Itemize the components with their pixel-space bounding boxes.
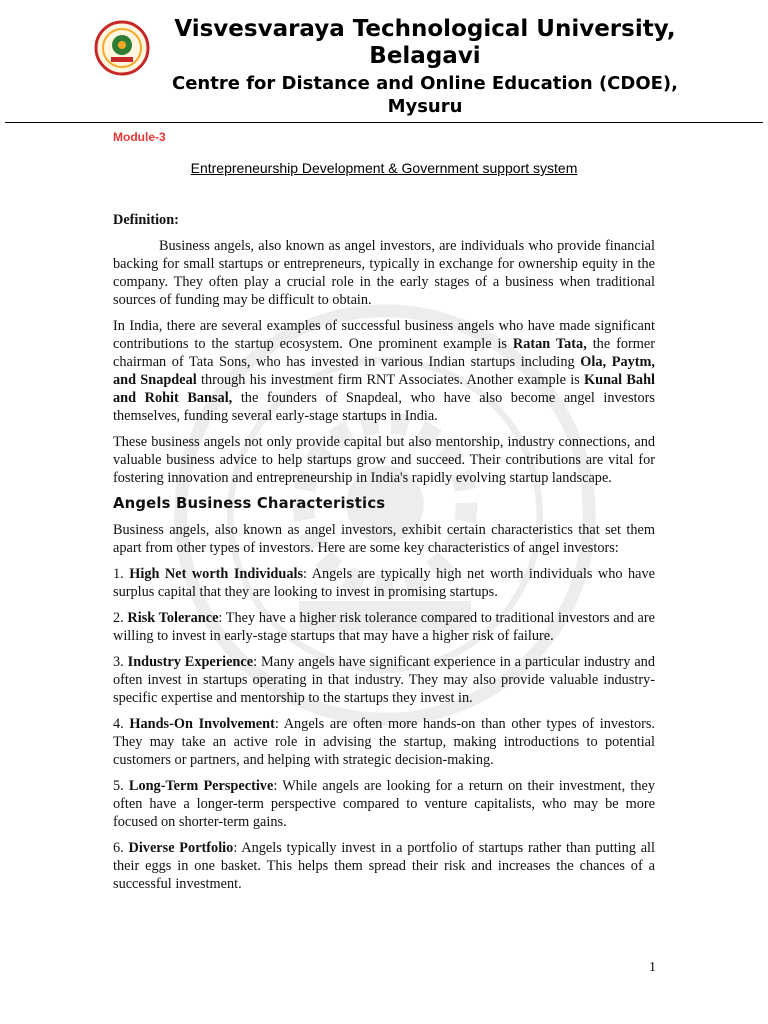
list-item: 1. High Net worth Individuals: Angels are typically high net worth individuals who have surplus capital that they are looking to invest in promising startups. (113, 566, 655, 600)
centre-title: Centre for Distance and Online Education (CDOE), Mysuru (172, 73, 678, 117)
india-paragraph: In India, there are several examples of successful business angels who have made significant contributions to the startup ecosystem. One prominent example is Ratan Tata, the former chairman of Tata Sons, who has invested in various Indian startups including Ola, Paytm, and Snapdeal through his investment firm RNT Associates. Another example is Kunal Bahl and Rohit Bansal, the founders of Snapdeal, who have also become angel investors themselves, funding several early-stage startups in India. (113, 318, 655, 424)
characteristics-intro: Business angels, also known as angel investors, exhibit certain characteristics that set them apart from other types of investors. Here are some key characteristics of angel investors: (113, 522, 655, 556)
vtu-emblem-icon (94, 18, 150, 78)
section-heading: Angels Business Characteristics (113, 495, 386, 512)
document-title: Entrepreneurship Development & Government support system (190, 160, 578, 176)
list-item: 3. Industry Experience: Many angels have significant experience in a particular industry and often invest in startups operating in that industry. They may also provide valuable industry-specific expertise and mentorship to the startups they invest in. (113, 654, 655, 706)
bold-startups: Ola, Paytm, and Snapdeal (113, 354, 655, 388)
header-divider (5, 122, 763, 123)
page-number: 1 (649, 960, 656, 975)
document-body (113, 211, 655, 901)
list-item: 5. Long-Term Perspective: While angels are looking for a return on their investment, they often have a longer-term perspective compared to venture capitalists, who may be more focused on shorter-term gains. (113, 778, 656, 830)
bold-founders: Kunal Bahl and Rohit Bansal, (113, 372, 655, 406)
bold-ratan-tata: Ratan Tata, (512, 336, 587, 352)
module-label: Module-3 (113, 130, 166, 144)
list-item: 4. Hands-On Involvement: Angels are often more hands-on than other types of investors. They may take an active role in advising the startup, making introductions to potential customers or partners, and helping with strategic decision-making. (113, 716, 655, 768)
list-item: 2. Risk Tolerance: They have a higher risk tolerance compared to traditional investors and are willing to invest in early-stage startups that may have a higher risk of failure. (113, 610, 655, 644)
definition-paragraph: Business angels, also known as angel investors, are individuals who provide financial backing for small startups or entrepreneurs, typically in exchange for ownership equity in the company. They often play a crucial role in the early stages of a business when traditional sources of funding may be difficult to obtain. (113, 238, 655, 308)
university-title: Visvesvaraya Technological University, Belagavi (174, 16, 676, 69)
definition-heading: Definition: (113, 212, 179, 228)
mentorship-paragraph: These business angels not only provide capital but also mentorship, industry connections, and valuable business advice to help startups grow and succeed. Their contributions are vital for fostering innovation and entrepreneurship in India's rapidly evolving startup landscape. (113, 434, 655, 486)
list-item: 6. Diverse Portfolio: Angels typically invest in a portfolio of startups rather than putting all their eggs in one basket. This helps them spread their risk and increases the chances of a successful investment. (113, 840, 655, 892)
